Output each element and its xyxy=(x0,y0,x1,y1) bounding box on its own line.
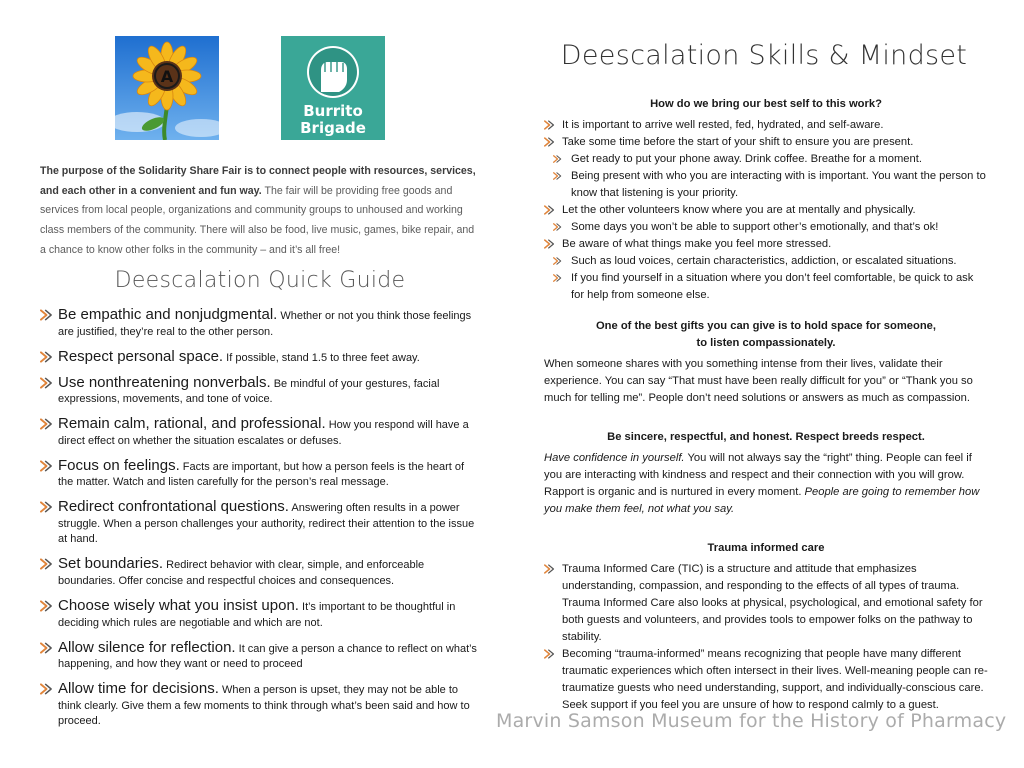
sincere-middle: You will not always say the “right” thing. People can feel if you are interacting with kindness and respect and their connection with you will grow. Rapport is organic and is nurtured in every moment. xyxy=(544,452,972,498)
arrow-bullet-icon xyxy=(40,500,53,514)
quick-guide-item xyxy=(40,681,482,730)
arrow-bullet-icon xyxy=(544,119,555,131)
quick-guide-item-lead: Allow silence for reflection. xyxy=(58,638,236,656)
quick-guide-item-lead: Allow time for decisions. xyxy=(58,680,219,698)
quick-guide-list xyxy=(40,307,482,738)
sincere-italic-1: Have confidence in yourself. xyxy=(544,452,685,464)
quick-guide-item xyxy=(40,375,482,408)
sunflower-anarchy-logo xyxy=(115,36,219,140)
arrow-bullet-icon xyxy=(40,459,53,473)
watermark: Marvin Samson Museum for the History of Pharmacy xyxy=(496,710,1007,732)
quick-guide-item-text: How you respond will have a direct effect on whether the situation escalates or defuses. xyxy=(58,419,469,447)
quick-guide-item-text: When a person is upset, they may not be able to think clearly. Give them a few moments to think through what’s been said and how to proceed. xyxy=(58,684,470,728)
quick-guide-item-lead: Respect personal space. xyxy=(58,347,224,365)
arrow-bullet-icon xyxy=(544,204,555,216)
intro-bold: The purpose of the Solidarity Share Fair is to connect people with resources, services, and each other in a convenient and fun way. xyxy=(40,165,476,197)
quick-guide-item xyxy=(40,640,482,673)
best-self-item-text: Get ready to put your phone away. Drink coffee. Breathe for a moment. xyxy=(571,153,922,165)
best-self-item-text: Be aware of what things make you feel more stressed. xyxy=(562,238,832,250)
quick-guide-item-text: If possible, stand 1.5 to three feet away. xyxy=(223,351,420,364)
intro-rest: The fair will be providing free goods and services from local people, organizations and community groups to unhoused and working class members of the community. There will also be food, live music, games, bike repair, and a chance to know other folks in the community – and it’s all free! xyxy=(40,184,475,256)
quick-guide-item-text: Be mindful of your gestures, facial expressions, movements, and tone of voice. xyxy=(58,377,440,406)
arrow-bullet-icon xyxy=(40,641,53,655)
best-self-item xyxy=(544,253,988,270)
best-self-item xyxy=(544,202,988,219)
arrow-bullet-icon xyxy=(40,350,53,364)
best-self-item xyxy=(544,117,988,134)
arrow-bullet-icon xyxy=(553,222,562,232)
intro-paragraph xyxy=(40,162,480,261)
best-self-item xyxy=(544,151,988,168)
quick-guide-item xyxy=(40,499,482,548)
best-self-item-text: If you find yourself in a situation where you don’t feel comfortable, be quick to ask for help from someone else. xyxy=(571,272,974,301)
best-self-item xyxy=(544,219,988,236)
quick-guide-item-text: It can give a person a chance to reflect on what’s happening, and how they want or need to proceed xyxy=(58,642,477,671)
arrow-bullet-icon xyxy=(544,563,555,575)
arrow-bullet-icon xyxy=(544,238,555,250)
best-self-list xyxy=(544,117,988,304)
arrow-bullet-icon xyxy=(553,273,562,283)
sincere-heading: Be sincere, respectful, and honest. Respect breeds respect. xyxy=(607,431,925,443)
gift-heading-1: One of the best gifts you can give is to hold space for someone, xyxy=(595,320,937,332)
quick-guide-item xyxy=(40,556,482,589)
arrow-bullet-icon xyxy=(40,599,53,613)
logo-a-letter: A xyxy=(160,67,174,86)
quick-guide-item-lead: Set boundaries. xyxy=(58,555,164,573)
quick-guide-item xyxy=(40,598,482,631)
gift-heading-2: to listen compassionately. xyxy=(696,337,836,349)
best-self-item-text: Such as loud voices, certain characteristics, addiction, or escalated situations. xyxy=(571,255,957,267)
quick-guide-item-text: Whether or not you think those feelings are justified, they’re real to the other person. xyxy=(58,310,472,338)
best-self-item-text: It is important to arrive well rested, fed, hydrated, and self-aware. xyxy=(562,119,884,131)
arrow-bullet-icon xyxy=(553,154,562,164)
best-self-item xyxy=(544,270,988,304)
arrow-bullet-icon xyxy=(40,308,53,322)
trauma-heading: Trauma informed care xyxy=(707,542,825,554)
best-self-question: How do we bring our best self to this work? xyxy=(650,98,882,110)
quick-guide-item-lead: Focus on feelings. xyxy=(58,456,180,474)
quick-guide-item-text: Facts are important, but how a person feels is the heart of the matter. Watch and listen carefully for the person’s real message. xyxy=(58,460,465,489)
quick-guide-item xyxy=(40,349,482,367)
trauma-list xyxy=(544,561,988,714)
best-self-item-text: Let the other volunteers know where you are at mentally and physically. xyxy=(562,204,916,216)
gift-paragraph: When someone shares with you something intense from their lives, validate their experience. You can say “That must have been really difficult for you” or “Thank you so much for telling me”. People don’t need solutions or answers as much as compassion. xyxy=(544,358,973,404)
quick-guide-item-lead: Use nonthreatening nonverbals. xyxy=(58,373,271,391)
logo-b-line2: Brigade xyxy=(300,119,366,137)
arrow-bullet-icon xyxy=(544,648,555,660)
trauma-item xyxy=(544,646,988,714)
arrow-bullet-icon xyxy=(40,682,53,696)
best-self-item-text: Take some time before the start of your shift to ensure you are present. xyxy=(562,136,914,148)
skills-mindset-title: Deescalation Skills & Mindset xyxy=(560,40,968,71)
quick-guide-title: Deescalation Quick Guide xyxy=(114,268,406,293)
arrow-bullet-icon xyxy=(553,171,562,181)
quick-guide-item xyxy=(40,458,482,491)
quick-guide-item-text: Answering often results in a power struggle. When a person challenges your authority, redirect their attention to the issue at hand. xyxy=(58,502,475,546)
quick-guide-item xyxy=(40,416,482,449)
quick-guide-item-lead: Remain calm, rational, and professional. xyxy=(58,415,326,433)
arrow-bullet-icon xyxy=(40,417,53,431)
quick-guide-item xyxy=(40,307,482,340)
arrow-bullet-icon xyxy=(544,136,555,148)
trauma-item xyxy=(544,561,988,646)
quick-guide-item-text: It’s important to be thoughtful in deciding which rules are negotiable and which are not. xyxy=(58,601,456,629)
sincere-italic-2: People are going to remember how you make them feel, not what you say. xyxy=(544,486,980,515)
trauma-item-text: Becoming “trauma-informed” means recognizing that people have many different traumatic experiences which often intersect in their lives. Well-meaning people can re-traumatize guests who need understanding, support, and individually-conscious care. Seek support if you feel you are unsure of how to respond calmly to a guest. xyxy=(562,648,988,711)
best-self-item xyxy=(544,236,988,253)
best-self-item xyxy=(544,134,988,151)
quick-guide-item-lead: Choose wisely what you insist upon. xyxy=(58,597,299,615)
best-self-item-text: Some days you won’t be able to support other’s emotionally, and that’s ok! xyxy=(571,221,939,233)
best-self-item-text: Being present with who you are interacting with is important. You want the person to know that listening is your priority. xyxy=(571,170,986,199)
logo-b-line1: Burrito xyxy=(303,102,363,120)
quick-guide-item-lead: Be empathic and nonjudgmental. xyxy=(58,306,278,323)
quick-guide-item-text: Redirect behavior with clear, simple, and enforceable boundaries. Offer concise and respectful choices and consequences. xyxy=(58,559,425,588)
arrow-bullet-icon xyxy=(40,557,53,571)
sincere-paragraph xyxy=(544,450,988,518)
skills-column xyxy=(544,96,988,714)
quick-guide-item-lead: Redirect confrontational questions. xyxy=(58,498,289,516)
best-self-item xyxy=(544,168,988,202)
burrito-brigade-logo xyxy=(281,36,385,140)
arrow-bullet-icon xyxy=(40,376,53,390)
arrow-bullet-icon xyxy=(553,256,562,266)
trauma-item-text: Trauma Informed Care (TIC) is a structure and attitude that emphasizes understanding, compassion, and responding to the effects of all types of trauma. Trauma Informed Care also looks at physical, psychological, and emotional safety for both guests and volunteers, and provides tools to empower folks on the pathway to stability. xyxy=(562,563,983,643)
